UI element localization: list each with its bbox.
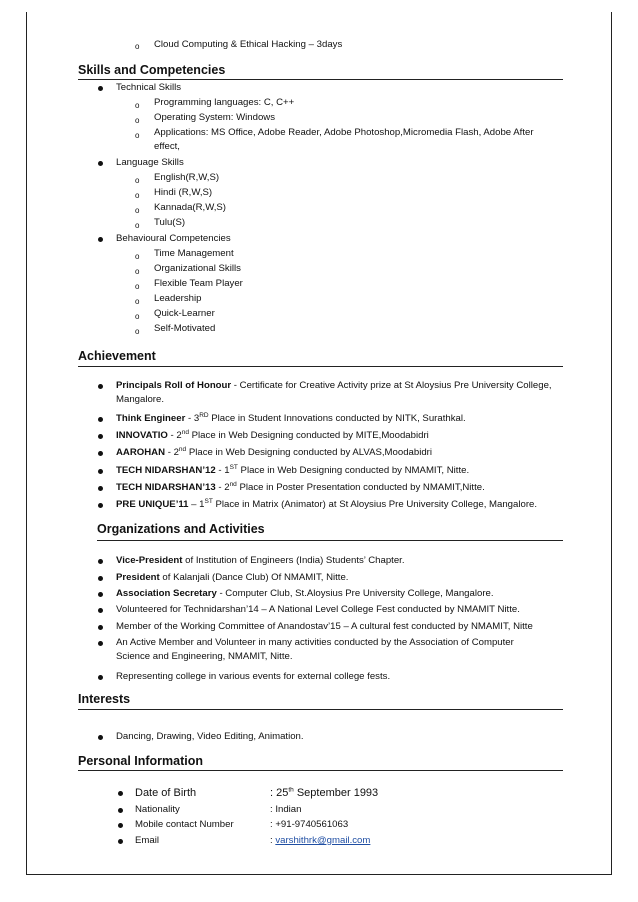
organization-item: Association Secretary - Computer Club, St.Aloysius Pre University College, Mangalore. xyxy=(116,588,494,599)
email-label: Email xyxy=(135,835,159,846)
competency-item: Leadership xyxy=(154,293,202,304)
circle-bullet-icon: o xyxy=(135,131,140,140)
bullet-icon xyxy=(98,161,103,166)
bullet-icon xyxy=(98,451,103,456)
skill-item: Programming languages: C, C++ xyxy=(154,97,295,108)
section-rule xyxy=(78,366,563,367)
email-link[interactable]: varshithrk@gmail.com xyxy=(275,835,371,846)
organization-item: An Active Member and Volunteer in many activities conducted by the Association of Computer Science and Engineering, NMAMIT, Nitte. xyxy=(116,637,514,662)
bullet-icon xyxy=(118,808,123,813)
circle-bullet-icon: o xyxy=(135,282,140,291)
competency-item: Flexible Team Player xyxy=(154,278,243,289)
circle-bullet-icon: o xyxy=(135,297,140,306)
achievement-item: INNOVATIO - 2nd Place in Web Designing conducted by MITE,Moodabidri xyxy=(116,428,429,441)
bullet-icon xyxy=(118,791,123,796)
bullet-icon xyxy=(98,469,103,474)
course-item: Cloud Computing & Ethical Hacking – 3days xyxy=(154,39,343,50)
section-heading-skills: Skills and Competencies xyxy=(78,63,226,77)
circle-bullet-icon: o xyxy=(135,252,140,261)
section-heading-personal: Personal Information xyxy=(78,754,204,768)
achievement-item: TECH NIDARSHAN’13 - 2nd Place in Poster Presentation conducted by NMAMIT,Nitte. xyxy=(116,480,485,493)
bullet-icon xyxy=(118,839,123,844)
bullet-icon xyxy=(98,675,103,680)
skill-item: Operating System: Windows xyxy=(154,112,276,123)
competency-item: Self-Motivated xyxy=(154,323,216,334)
email-value: : varshithrk@gmail.com xyxy=(270,835,371,846)
section-heading-achievement: Achievement xyxy=(78,349,156,363)
mobile-value: : +91-9740561063 xyxy=(270,819,349,830)
bullet-icon xyxy=(98,417,103,422)
nationality-label: Nationality xyxy=(135,804,180,815)
language-item: Kannada(R,W,S) xyxy=(154,202,226,213)
circle-bullet-icon: o xyxy=(135,327,140,336)
section-heading-interests: Interests xyxy=(78,692,131,706)
competency-item: Time Management xyxy=(154,248,234,259)
skill-group-label: Technical Skills xyxy=(116,82,182,93)
language-item: English(R,W,S) xyxy=(154,172,220,183)
circle-bullet-icon: o xyxy=(135,191,140,200)
organization-item: President of Kalanjali (Dance Club) Of NMAMIT, Nitte. xyxy=(116,572,349,583)
language-item: Hindi (R,W,S) xyxy=(154,187,213,198)
achievement-item: PRE UNIQUE’11 – 1ST Place in Matrix (Animator) at St Aloysius Pre University College, Mangalore. xyxy=(116,497,538,510)
nationality-value: : Indian xyxy=(270,804,302,815)
competency-item: Organizational Skills xyxy=(154,263,241,274)
circle-bullet-icon: o xyxy=(135,221,140,230)
bullet-icon xyxy=(98,559,103,564)
bullet-icon xyxy=(98,641,103,646)
circle-bullet-icon: o xyxy=(135,312,140,321)
section-rule xyxy=(78,709,563,710)
bullet-icon xyxy=(98,86,103,91)
skill-group-label: Language Skills xyxy=(116,157,184,168)
language-item: Tulu(S) xyxy=(154,217,186,228)
organization-item: Member of the Working Committee of Anandostav’15 – A cultural fest conducted by NMAMIT, Nitte xyxy=(116,621,533,632)
competency-item: Quick-Learner xyxy=(154,308,215,319)
skill-group-label: Behavioural Competencies xyxy=(116,233,231,244)
section-rule xyxy=(97,540,563,541)
circle-bullet-icon: o xyxy=(135,42,140,51)
achievement-item: Principals Roll of Honour - Certificate for Creative Activity prize at St Aloysius Pre University College, Mangalore. xyxy=(116,380,552,405)
section-heading-organizations: Organizations and Activities xyxy=(97,522,265,536)
bullet-icon xyxy=(98,576,103,581)
circle-bullet-icon: o xyxy=(135,101,140,110)
bullet-icon xyxy=(98,434,103,439)
bullet-icon xyxy=(98,237,103,242)
bullet-icon xyxy=(98,625,103,630)
circle-bullet-icon: o xyxy=(135,267,140,276)
organization-item: Vice-President of Institution of Engineers (India) Students’ Chapter. xyxy=(116,555,405,566)
organization-item: Volunteered for Technidarshan’14 – A National Level College Fest conducted by NMAMIT Nitte. xyxy=(116,604,520,615)
bullet-icon xyxy=(98,503,103,508)
interest-item: Dancing, Drawing, Video Editing, Animation. xyxy=(116,731,304,742)
skill-item: Applications: MS Office, Adobe Reader, Adobe Photoshop,Micromedia Flash, Adobe After effect, xyxy=(154,127,534,152)
dob-label: Date of Birth xyxy=(135,787,197,799)
bullet-icon xyxy=(98,486,103,491)
bullet-icon xyxy=(98,608,103,613)
bullet-icon xyxy=(98,384,103,389)
dob-value: : 25th September 1993 xyxy=(270,786,379,799)
circle-bullet-icon: o xyxy=(135,206,140,215)
bullet-icon xyxy=(98,592,103,597)
section-rule xyxy=(78,79,563,80)
achievement-item: AAROHAN - 2nd Place in Web Designing conducted by ALVAS,Moodabidri xyxy=(116,445,433,458)
achievement-item: Think Engineer - 3RD Place in Student Innovations conducted by NITK, Surathkal. xyxy=(116,411,466,424)
bullet-icon xyxy=(98,735,103,740)
achievement-item: TECH NIDARSHAN’12 - 1ST Place in Web Designing conducted by NMAMIT, Nitte. xyxy=(116,463,470,476)
mobile-label: Mobile contact Number xyxy=(135,819,234,830)
circle-bullet-icon: o xyxy=(135,116,140,125)
circle-bullet-icon: o xyxy=(135,176,140,185)
organization-item: Representing college in various events for external college fests. xyxy=(116,671,391,682)
bullet-icon xyxy=(118,823,123,828)
section-rule xyxy=(78,770,563,771)
